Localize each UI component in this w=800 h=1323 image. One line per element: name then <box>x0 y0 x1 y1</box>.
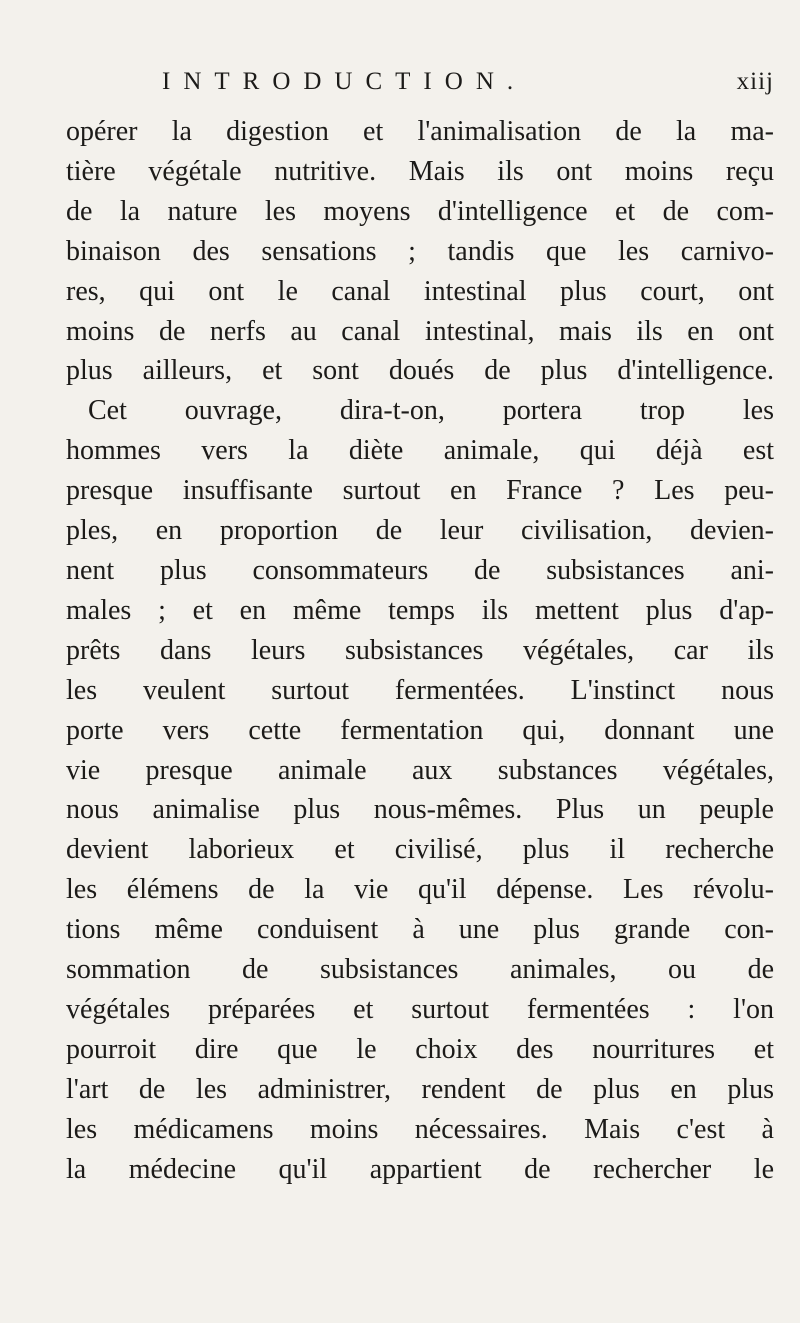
text-line: prêts dans leurs subsistances végétales, car ils <box>66 634 774 666</box>
text-line: de la nature les moyens d'intelligence et de com- <box>66 195 774 227</box>
text-line: ples, en proportion de leur civilisation, devien- <box>66 515 774 547</box>
text-line: porte vers cette fermentation qui, donnant une <box>66 714 774 746</box>
body-text <box>66 112 774 1189</box>
running-head-title: INTRODUCTION. <box>162 68 527 95</box>
running-head <box>162 60 774 100</box>
text-line: végétales préparées et surtout fermentées : l'on <box>66 993 774 1025</box>
text-line: les veulent surtout fermentées. L'instinct nous <box>66 674 774 706</box>
page-number: xiij <box>736 68 774 95</box>
text-line: l'art de les administrer, rendent de plus en plus <box>66 1073 774 1105</box>
text-line: plus ailleurs, et sont doués de plus d'intelligence. <box>66 355 774 387</box>
text-line: hommes vers la diète animale, qui déjà est <box>66 435 774 467</box>
text-line: nent plus consommateurs de subsistances ani- <box>66 554 774 586</box>
text-line: res, qui ont le canal intestinal plus court, ont <box>66 275 774 307</box>
text-line: nous animalise plus nous-mêmes. Plus un peuple <box>66 794 774 826</box>
text-line: binaison des sensations ; tandis que les carnivo- <box>66 235 774 267</box>
text-line: moins de nerfs au canal intestinal, mais ils en ont <box>66 315 774 347</box>
text-line: tière végétale nutritive. Mais ils ont moins reçu <box>66 155 774 187</box>
text-line: tions même conduisent à une plus grande con- <box>66 914 774 946</box>
text-line: les élémens de la vie qu'il dépense. Les révolu- <box>66 874 774 906</box>
text-line: Cet ouvrage, dira-t-on, portera trop les <box>88 395 774 427</box>
text-line: opérer la digestion et l'animalisation de la ma- <box>66 116 774 147</box>
text-line: sommation de subsistances animales, ou de <box>66 954 774 986</box>
text-line: males ; et en même temps ils mettent plus d'ap- <box>66 594 774 626</box>
text-line: les médicamens moins nécessaires. Mais c'est à <box>66 1113 774 1145</box>
text-line: la médecine qu'il appartient de rechercher le <box>66 1153 774 1185</box>
text-line: presque insuffisante surtout en France ? Les peu- <box>66 475 774 507</box>
text-line: pourroit dire que le choix des nourritures et <box>66 1033 774 1065</box>
text-line: devient laborieux et civilisé, plus il recherche <box>66 834 774 866</box>
text-line: vie presque animale aux substances végétales, <box>66 754 774 786</box>
